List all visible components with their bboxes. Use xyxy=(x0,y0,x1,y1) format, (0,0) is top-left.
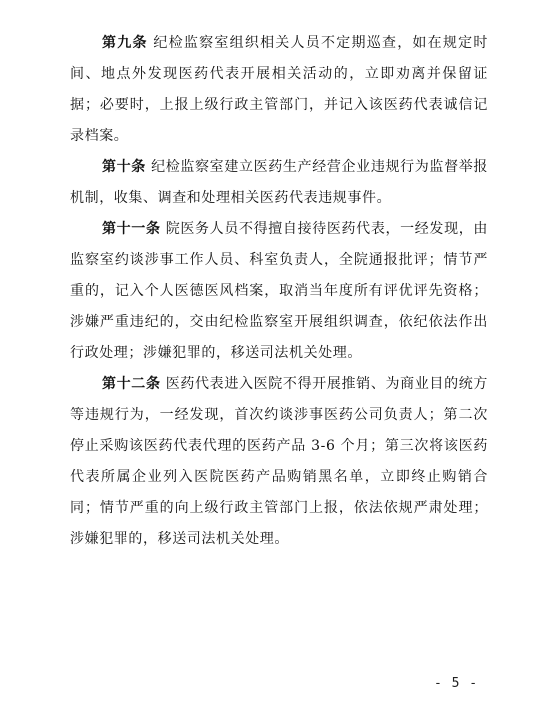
article-12-heading: 第十二条 xyxy=(102,376,161,392)
article-12 xyxy=(70,369,488,555)
article-12-text: 医药代表进入医院不得开展推销、为商业目的统方等违规行为，一经发现，首次约谈涉事医药公司负责人；第二次停止采购该医药代表代理的医药产品 3-6 个月；第三次将该医药代表所属企业列入医院医药产品购销黑名单，立即终止购销合同；情节严重的向上级行政主管部门上报，依法依规严肃处理；涉嫌犯罪的，移送司法机关处理。 xyxy=(70,376,488,547)
page-number: - 5 - xyxy=(434,676,479,691)
article-11 xyxy=(70,214,488,369)
article-10-text: 纪检监察室建立医药生产经营企业违规行为监督举报机制，收集、调查和处理相关医药代表违规事件。 xyxy=(70,159,488,206)
article-11-heading: 第十一条 xyxy=(102,221,161,237)
article-9-heading: 第九条 xyxy=(102,35,148,51)
article-10-heading: 第十条 xyxy=(102,159,146,175)
article-9 xyxy=(70,28,488,152)
article-11-text: 院医务人员不得擅自接待医药代表，一经发现，由监察室约谈涉事工作人员、科室负责人，全院通报批评；情节严重的，记入个人医德医风档案，取消当年度所有评优评先资格；涉嫌严重违纪的，交由纪检监察室开展组织调查，依纪依法作出行政处理；涉嫌犯罪的，移送司法机关处理。 xyxy=(70,221,488,361)
article-9-text: 纪检监察室组织相关人员不定期巡查，如在规定时间、地点外发现医药代表开展相关活动的，立即劝离并保留证据；必要时，上报上级行政主管部门，并记入该医药代表诚信记录档案。 xyxy=(70,35,488,144)
article-10 xyxy=(70,152,488,214)
